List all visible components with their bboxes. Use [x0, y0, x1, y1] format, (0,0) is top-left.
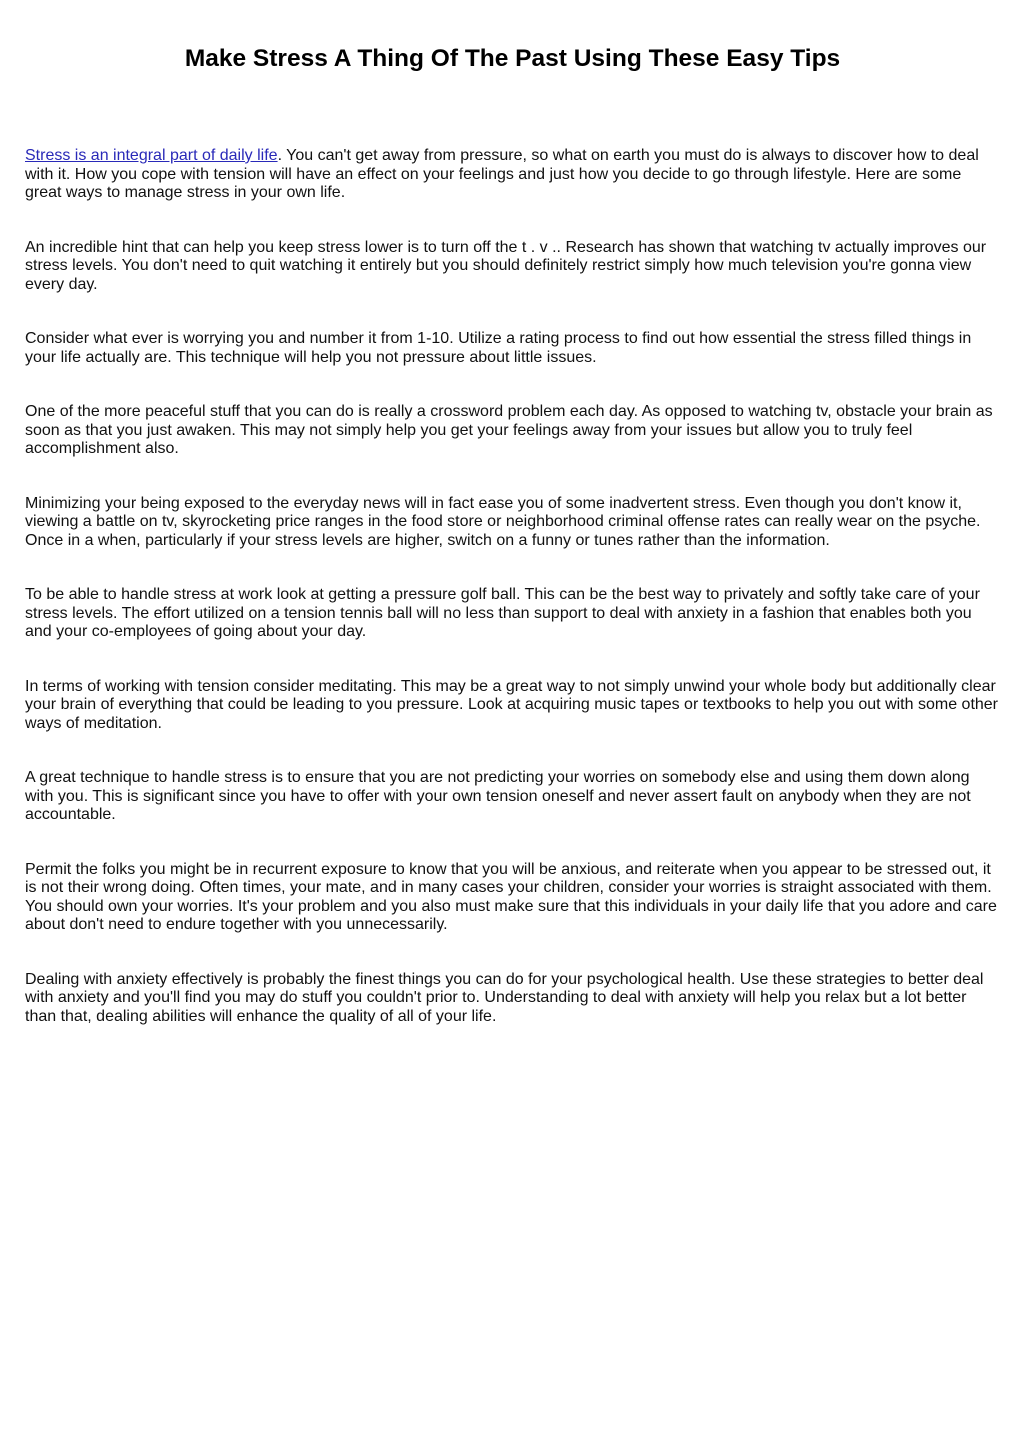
paragraph-7: A great technique to handle stress is to ensure that you are not predicting your worries on somebody else and using them down along with you. This is significant since you have to offer with your own tension oneself and never assert fault on anybody when they are not accountable.	[25, 769, 971, 823]
document-title: Make Stress A Thing Of The Past Using These Easy Tips	[184, 45, 841, 72]
paragraph-8: Permit the folks you might be in recurrent exposure to know that you will be anxious, and reiterate when you appear to be stressed out, it is not their wrong doing. Often times, your mate, and in many cases your children, consider your worries is straight associated with them. You should own your worries. It's your problem and you also must make sure that this individuals in your daily life that you adore and care about don't need to endure together with you unnecessarily.	[25, 860, 997, 933]
paragraph-2: Consider what ever is worrying you and number it from 1-10. Utilize a rating process to find out how essential the stress filled things in your life actually are. This technique will help you not pressure about little issues.	[25, 330, 972, 366]
paragraph-1: An incredible hint that can help you keep stress lower is to turn off the t . v .. Research has shown that watching tv actually improves our stress levels. You don't need to quit watching it entirely but you should definitely restrict simply how much television you're gonna view every day.	[25, 238, 987, 293]
intro-text: . You can't get away from pressure, so what on earth you must do is always to discover how to deal with it. How you cope with tension will have an effect on your feelings and just how you decide to go through lifestyle. Here are some great ways to manage stress in your own life.	[25, 147, 979, 201]
paragraph-6: In terms of working with tension consider meditating. This may be a great way to not simply unwind your whole body but additionally clear your brain of everything that could be leading to you pressure. Look at acquiring music tapes or textbooks to help you out with some other ways of meditation.	[25, 677, 999, 732]
paragraph-9: Dealing with anxiety effectively is probably the finest things you can do for your psychological health. Use these strategies to better deal with anxiety and you'll find you may do stuff you couldn't prior to. Understanding to deal with anxiety will help you relax but a lot better than that, dealing abilities will enhance the quality of all of your life.	[25, 970, 984, 1025]
paragraph-3: One of the more peaceful stuff that you can do is really a crossword problem each day. As opposed to watching tv, obstacle your brain as soon as that you just awaken. This may not simply help you get your feelings away from your issues but allow you to truly feel accomplishment also.	[25, 403, 993, 457]
intro-paragraph	[25, 147, 1000, 203]
paragraph-4: Minimizing your being exposed to the everyday news will in fact ease you of some inadvertent stress. Even though you don't know it, viewing a battle on tv, skyrocketing price ranges in the food store or neighborhood criminal offense rates can really wear on the psyche. Once in a when, particularly if your stress levels are higher, switch on a funny or tunes rather than the information.	[25, 494, 981, 549]
intro-link[interactable]: Stress is an integral part of daily life	[25, 147, 278, 164]
paragraph-5: To be able to handle stress at work look at getting a pressure golf ball. This can be the best way to privately and softly take care of your stress levels. The effort utilized on a tension tennis ball will no less than support to deal with anxiety in a fashion that enables both you and your co-employees of going about your day.	[25, 586, 980, 640]
document-body	[25, 147, 1000, 1026]
